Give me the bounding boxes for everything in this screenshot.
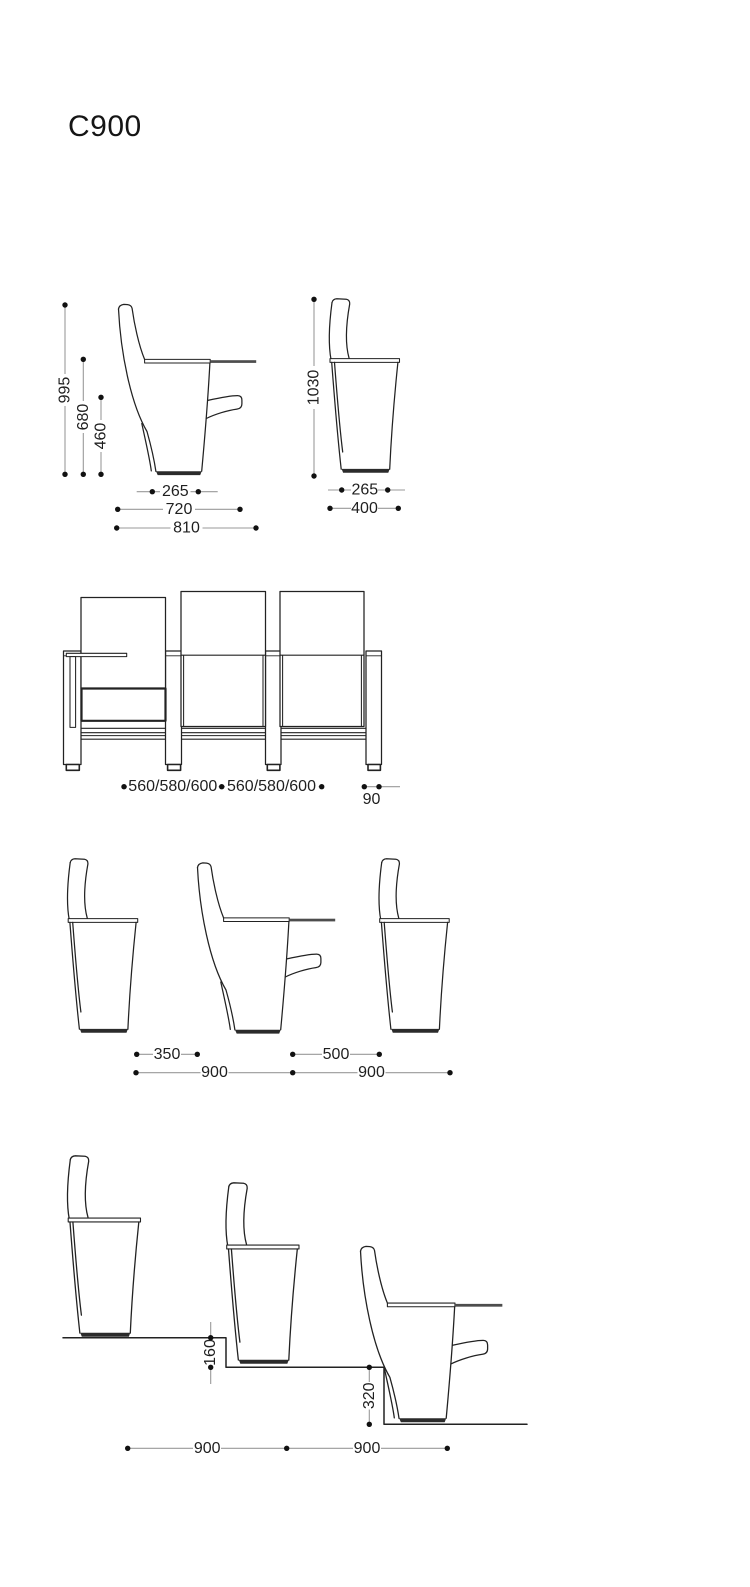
dim-riser-2: 320 bbox=[360, 1382, 378, 1410]
section-front-elevation bbox=[64, 592, 401, 809]
backrest-panel-3 bbox=[280, 592, 364, 727]
backrest-panel-2 bbox=[181, 592, 266, 727]
dim-base-width-folded: 265 bbox=[351, 481, 379, 499]
seat-post-3 bbox=[266, 651, 282, 765]
row-rail-upper bbox=[72, 728, 374, 732]
dim-depth-with-tablet: 810 bbox=[173, 519, 200, 537]
backrest-panel-1 bbox=[81, 598, 166, 689]
chair-open-low-step bbox=[361, 1246, 503, 1422]
chair-folded-top-step bbox=[67, 1156, 140, 1337]
chair-folded-mid-step bbox=[226, 1183, 299, 1364]
dim-clearance-open: 500 bbox=[322, 1045, 350, 1063]
post-foot-3 bbox=[267, 765, 280, 771]
chair-folded-right bbox=[379, 859, 449, 1033]
chair-side-folded bbox=[329, 299, 399, 473]
post-foot-1 bbox=[66, 765, 79, 771]
dim-armrest-height: 460 bbox=[92, 422, 110, 450]
dim-tablet-height: 680 bbox=[74, 403, 92, 431]
chair-folded-left bbox=[67, 859, 137, 1033]
dim-row-pitch-2: 900 bbox=[358, 1064, 385, 1082]
seat-post-2 bbox=[166, 651, 182, 765]
dim-base-width-open: 265 bbox=[161, 483, 189, 501]
row-rail-lower bbox=[72, 736, 374, 740]
dim-seat-centres-1: 560/580/600 bbox=[128, 778, 218, 796]
dim-seat-centres-2: 560/580/600 bbox=[227, 778, 316, 796]
dim-total-height-folded: 1030 bbox=[305, 369, 323, 406]
floor-steps-line bbox=[63, 1338, 527, 1425]
seat-post-4 bbox=[366, 651, 382, 765]
tablet-support bbox=[70, 657, 76, 728]
dim-depth-open: 720 bbox=[165, 500, 193, 518]
dim-clearance-folded: 350 bbox=[153, 1045, 181, 1063]
section-side-elevation bbox=[57, 297, 406, 537]
page-title: C900 bbox=[68, 110, 142, 143]
post-foot-2 bbox=[168, 765, 181, 771]
section-stepped-floor bbox=[63, 1156, 527, 1457]
chair-open-centre bbox=[198, 863, 336, 1034]
dim-step-pitch-2: 900 bbox=[353, 1439, 381, 1457]
dim-total-height-open: 995 bbox=[56, 376, 74, 404]
section-row-spacing bbox=[67, 859, 452, 1081]
open-seat-panel-1 bbox=[82, 689, 166, 721]
dim-depth-folded: 400 bbox=[351, 499, 378, 517]
dim-riser-1: 160 bbox=[202, 1339, 220, 1366]
dim-end-frame-width: 90 bbox=[362, 791, 381, 808]
dim-row-pitch-1: 900 bbox=[201, 1064, 228, 1082]
dim-step-pitch-1: 900 bbox=[193, 1439, 221, 1457]
chair-side-open bbox=[119, 304, 257, 475]
post-foot-4 bbox=[368, 765, 380, 771]
